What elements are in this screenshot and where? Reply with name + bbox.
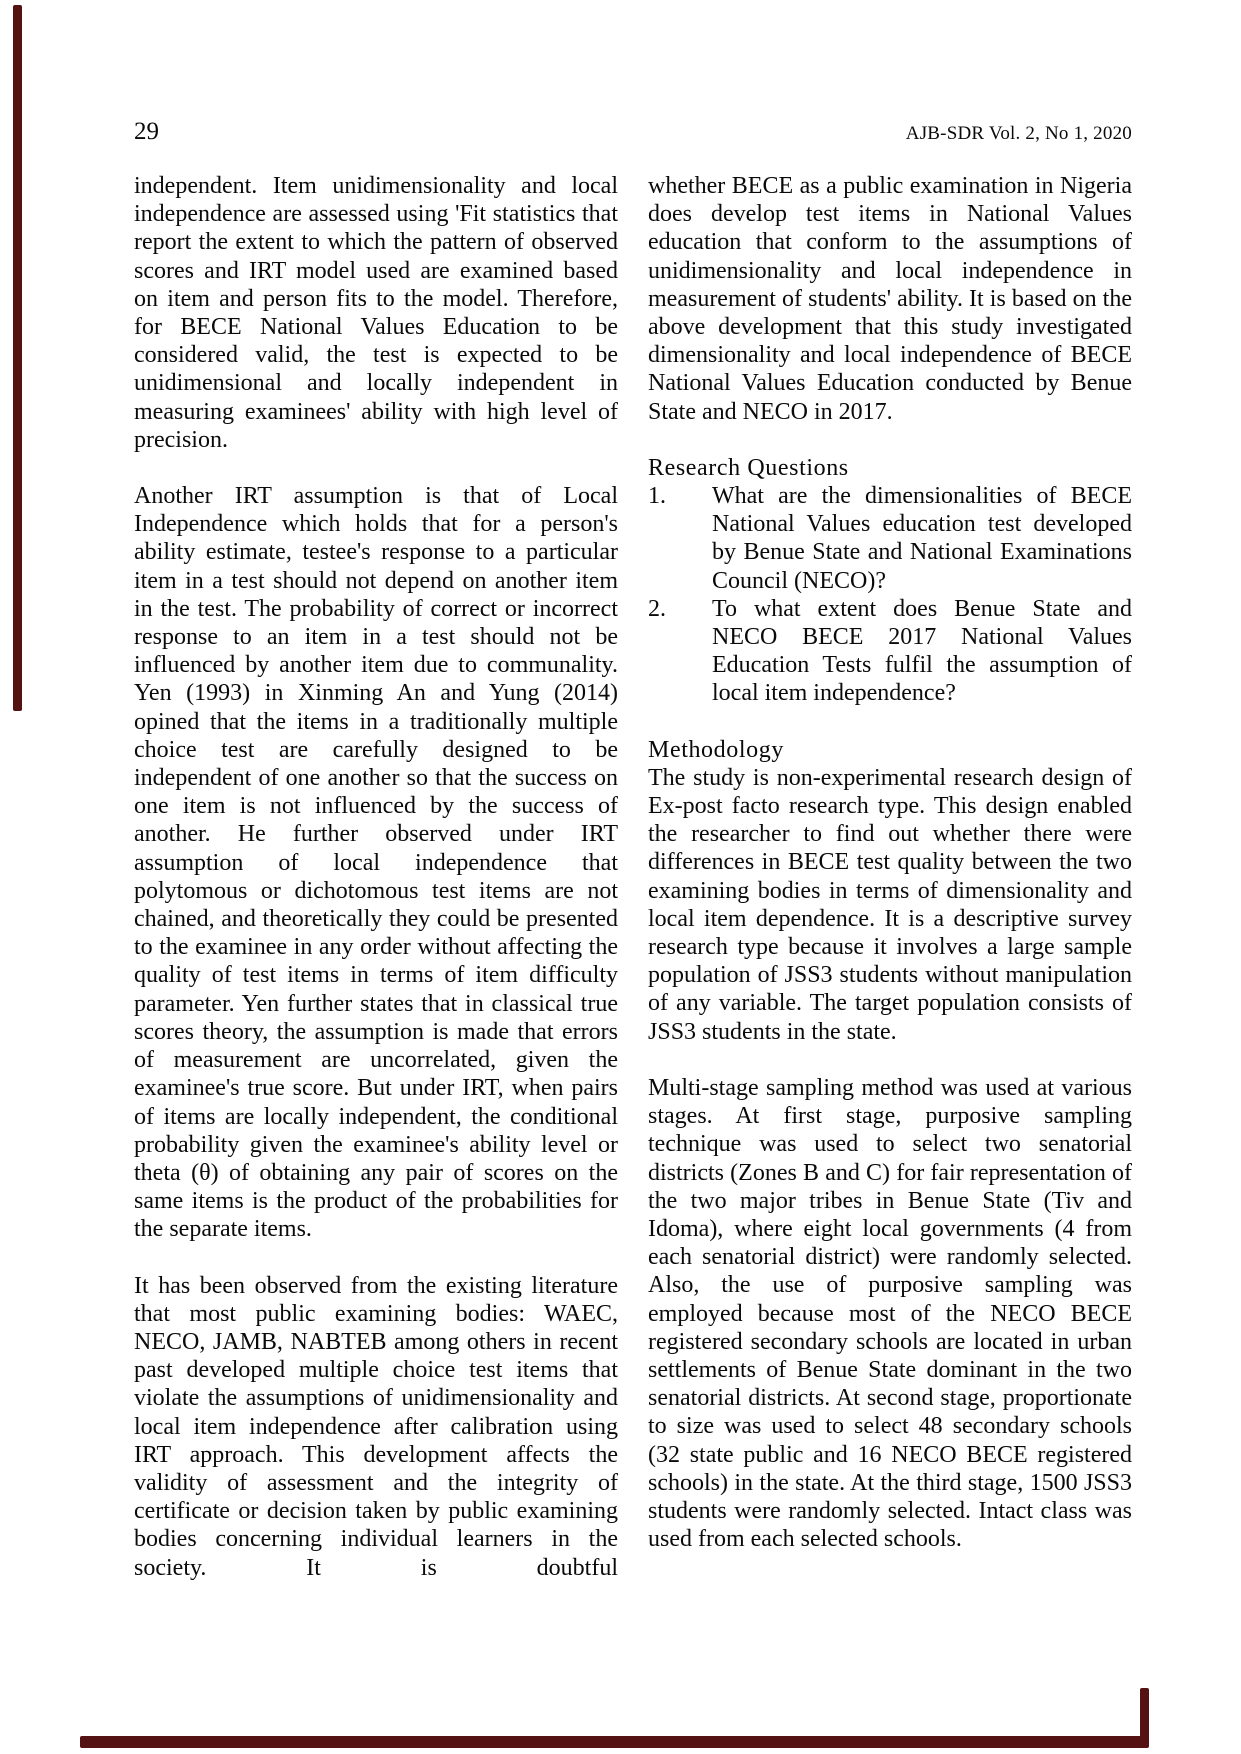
research-question-number: 1.	[648, 483, 666, 510]
research-questions-heading: Research Questions	[648, 454, 849, 481]
right-column	[648, 172, 1132, 1582]
paragraph-intro-continuation: whether BECE as a public examination in Nigeria does develop test items in National Values education that conform to the assumptions of unidimensionality and local independence in measurement of students' ability. It is based on the above development that this study investigated dimensionality and local independence of BECE National Values Education conducted by Benue State and NECO in 2017.	[648, 173, 1132, 425]
paragraph-existing-literature: It has been observed from the existing literature that most public examining bodies: WAEC, NECO, JAMB, NABTEB among others in recent past developed multiple choice test items that violate the assumptions of unidimensionality and local item independence after calibration using IRT approach. This development affects the validity of assessment and the integrity of certificate or decision taken by public examining bodies concerning individual learners in the society. It is doubtful	[134, 1272, 618, 1581]
research-question-number: 2.	[648, 595, 666, 622]
paragraph-local-independence: Another IRT assumption is that of Local Independence which holds that for a person's ability estimate, testee's response to a particular item in a test should not depend on another item in the test. The probability of correct or incorrect response to an item in a test should not be influenced by another item due to communality. Yen (1993) in Xinming An and Yung (2014) opined that the items in a traditionally multiple choice test are carefully designed to be independent of one another so that the success on one item is not influenced by the success of another. He further observed under IRT assumption of local independence that polytomous or dichotomous test items are not chained, and theoretically they could be presented to the examinee in any order without affecting the quality of test items in terms of item difficulty parameter. Yen further states that in classical true scores theory, the assumption is made that errors of measurement are uncorrelated, given the examinee's true score. But under IRT, when pairs of items are locally independent, the conditional probability given the examinee's ability level or theta (θ) of obtaining any pair of scores on the same items is the product of the probabilities for the separate items.	[134, 483, 618, 1243]
page-header	[134, 118, 1132, 146]
paragraph-methodology-design: The study is non-experimental research design of Ex-post facto research type. This design enabled the researcher to find out whether there were differences in BECE test quality between the two examining bodies in terms of dimensionality and local item dependence. It is a descriptive survey research type because it involves a large sample population of JSS3 students without manipulation of any variable. The target population consists of JSS3 students in the state.	[648, 764, 1132, 1045]
left-column	[134, 172, 618, 1582]
scan-edge-artifact-bottom	[80, 1736, 1148, 1748]
paragraph-unidimensionality: independent. Item unidimensionality and local independence are assessed using 'Fit statistics that report the extent to which the pattern of observed scores and IRT model used are examined based on item and person fits to the model. Therefore, for BECE National Values Education to be considered valid, the test is expected to be unidimensional and locally independent in measuring examinees' ability with high level of precision.	[134, 173, 618, 453]
paragraph-methodology-sampling: Multi-stage sampling method was used at various stages. At first stage, purposive sampling technique was used to select two senatorial districts (Zones B and C) for fair representation of the two major tribes in Benue State (Tiv and Idoma), where eight local governments (4 from each senatorial district) were randomly selected. Also, the use of purposive sampling was employed because most of the NECO BECE registered secondary schools are located in urban settlements of Benue State dominant in the two senatorial districts. At second stage, proportionate to size was used to select 48 secondary schools (32 state public and 16 NECO BECE registered schools) in the state. At the third stage, 1500 JSS3 students were randomly selected. Intact class was used from each selected schools.	[648, 1074, 1132, 1553]
journal-reference: AJB-SDR Vol. 2, No 1, 2020	[905, 123, 1132, 144]
research-questions-list	[648, 482, 1132, 708]
article-body	[134, 172, 1132, 1582]
research-question-item	[648, 595, 1132, 708]
scan-edge-artifact-right	[1140, 1688, 1149, 1748]
research-question-text: What are the dimensionalities of BECE National Values education test developed by Benue State and National Examinations Council (NECO)?	[712, 483, 1132, 594]
research-question-text: To what extent does Benue State and NECO BECE 2017 National Values Education Tests fulfil the assumption of local item independence?	[712, 595, 1132, 707]
scan-edge-artifact-left	[13, 5, 22, 711]
page-number: 29	[134, 118, 159, 145]
research-question-item	[648, 482, 1132, 595]
methodology-heading: Methodology	[648, 736, 784, 763]
